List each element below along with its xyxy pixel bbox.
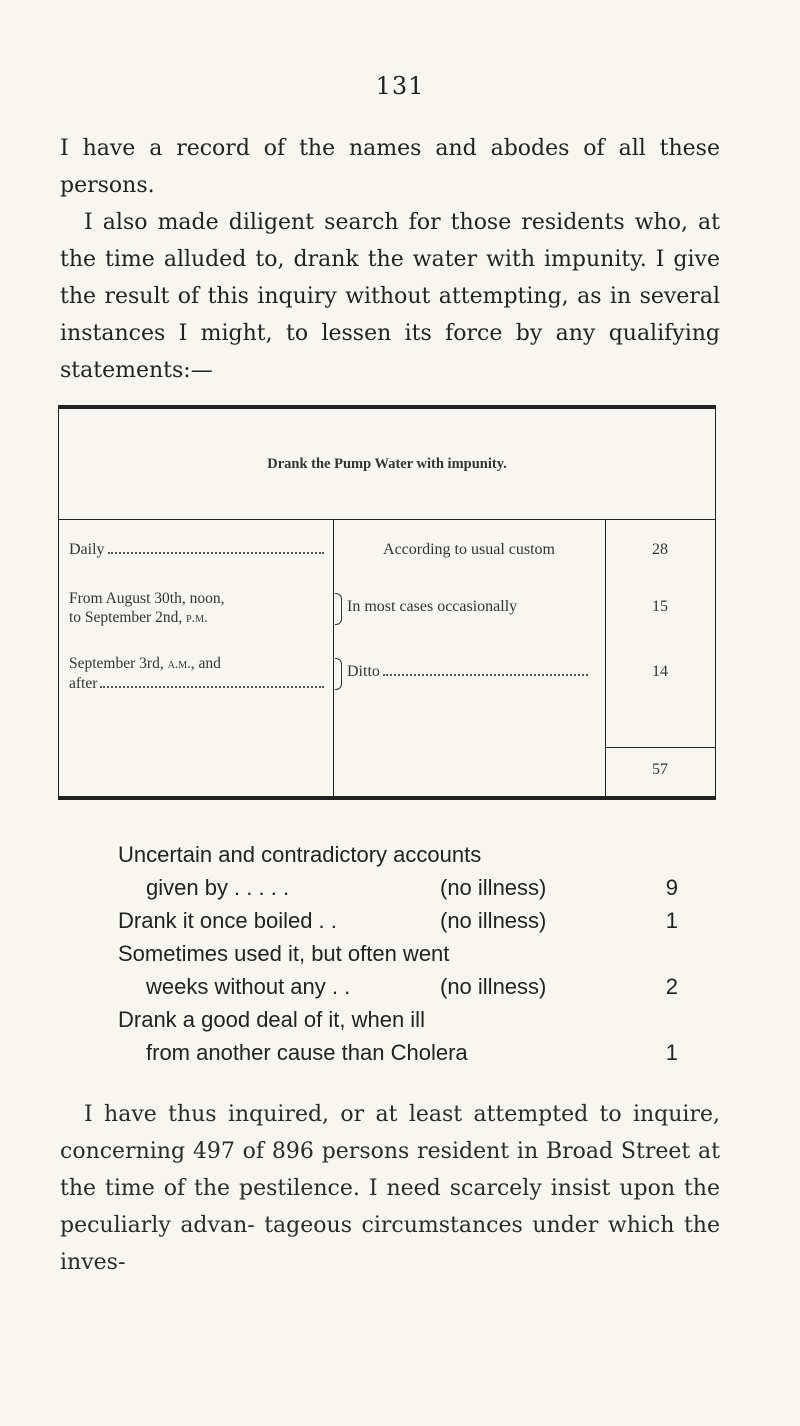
list-item: weeks without any . . (no illness) 2 (146, 974, 678, 999)
row-count: 15 (652, 598, 668, 615)
row-count: 14 (652, 663, 668, 680)
column-divider (605, 519, 606, 796)
row-period-line-1: September 3rd, a.m., and (69, 655, 221, 672)
page-number: 131 (375, 72, 425, 100)
column-divider (333, 519, 334, 796)
dot-leader (100, 686, 324, 688)
row-count: 28 (652, 541, 668, 558)
table-caption: Drank the Pump Water with impunity. (59, 409, 715, 520)
outro-text (60, 1096, 720, 1281)
row-period: Daily (69, 541, 105, 558)
list-item: Uncertain and contradictory accounts (118, 842, 482, 867)
total-rule (605, 747, 715, 748)
intro-text (60, 130, 720, 389)
list-item: from another cause than Cholera 1 (146, 1040, 678, 1065)
row-note: Ditto (347, 663, 380, 680)
list-item: Drank a good deal of it, when ill (118, 1007, 425, 1032)
accounts-list (118, 838, 678, 1069)
row-period-line-2: after (69, 675, 98, 692)
row-period-line-1: From August 30th, noon, (69, 590, 225, 607)
intro-paragraph-1: I have a record of the names and abodes of all these persons. (60, 136, 720, 198)
list-item: Drank it once boiled . . (no illness) 1 (118, 908, 678, 933)
row-note: In most cases occasionally (347, 598, 518, 615)
brace (335, 593, 342, 625)
dot-leader (108, 552, 324, 554)
outro-paragraph: I have thus inquired, or at least attempted to inquire, concerning 497 of 896 persons resident in Broad Street at the time of the pestilence. I need scarcely insist upon the peculiarly advan- tageous circumstances under which the inves- (60, 1102, 720, 1275)
row-note: According to usual custom (383, 541, 555, 558)
table-total: 57 (652, 761, 668, 778)
row-period-line-2: to September 2nd, p.m. (69, 609, 208, 626)
dot-leader (383, 674, 588, 676)
impunity-table (58, 405, 716, 800)
intro-paragraph-2: I also made diligent search for those residents who, at the time alluded to, drank the water with impunity. I give the result of this inquiry without attempting, as in several instances I might, to lessen its force by any qualifying statements:— (60, 210, 720, 383)
list-item: Sometimes used it, but often went (118, 941, 450, 966)
brace (335, 658, 342, 690)
list-item: given by . . . . . (no illness) 9 (146, 875, 678, 900)
